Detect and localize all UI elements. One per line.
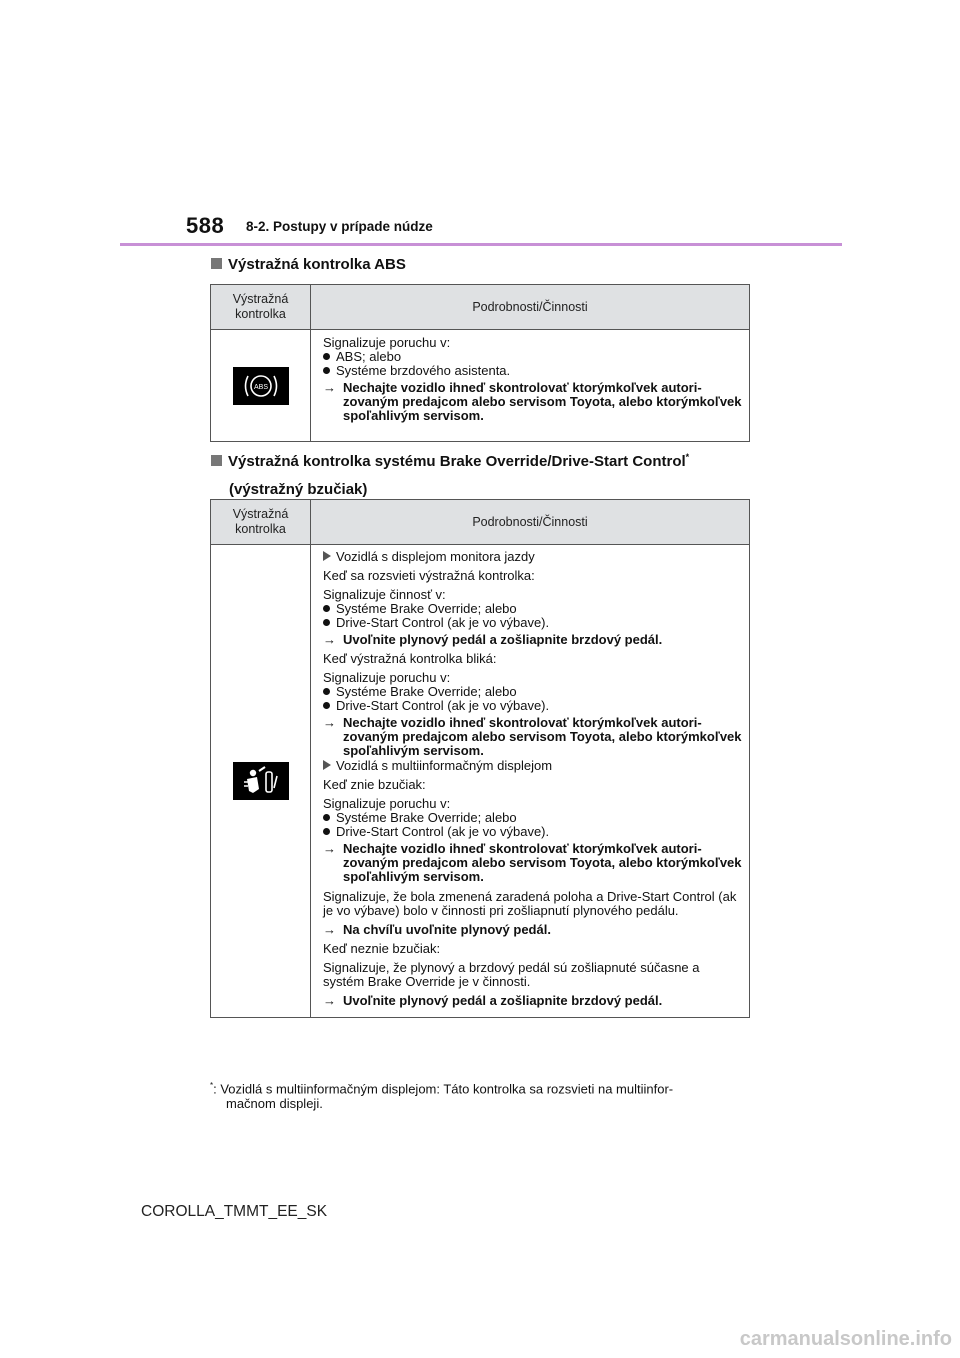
list-item: Drive-Start Control (ak je vo výbave).	[323, 825, 743, 839]
list-item: Systéme Brake Override; alebo	[323, 602, 743, 616]
brake-override-icon-cell	[211, 545, 311, 1018]
brake-override-details-cell	[311, 545, 750, 1018]
footnote	[210, 1078, 750, 1111]
action: → Nechajte vozidlo ihneď skontrolovať ktorýmkoľvek autorizovaným predajcom alebo servisom Toyota, alebo ktorýmkoľvek spoľahlivým servisom.	[323, 841, 742, 884]
abs-details-cell	[311, 330, 750, 442]
col-header-warning-light: Výstražná kontrolka	[211, 500, 311, 545]
triangle-bullet-icon	[323, 551, 331, 561]
abs-heading	[211, 254, 406, 276]
abs-icon-cell	[211, 330, 311, 442]
brake-override-heading-subtitle: (výstražný bzučiak)	[229, 481, 368, 498]
abs-heading-text: Výstražná kontrolka ABS	[228, 256, 406, 273]
abs-intro: Signalizuje poruchu v:	[323, 335, 451, 350]
brake-override-heading	[211, 446, 689, 501]
paragraph: Keď výstražná kontrolka bliká:	[323, 651, 497, 666]
paragraph: Signalizuje, že bola zmenená zaradená poloha a Drive-Start Control (ak je vo výbave) bolo v činnosti pri zošliapnutí plynového pedálu.	[323, 889, 737, 918]
square-bullet-icon	[211, 455, 222, 466]
abs-action: → Nechajte vozidlo ihneď skontrolovať ktorýmkoľvek autorizovaným predajcom alebo servisom Toyota, alebo ktorýmkoľvek spoľahlivým servisom.	[323, 380, 742, 423]
list-item: Drive-Start Control (ak je vo výbave).	[323, 616, 743, 630]
footnote-mark: *	[210, 1081, 214, 1090]
paragraph: Signalizuje, že plynový a brzdový pedál sú zošliapnuté súčasne a systém Brake Override je v činnosti.	[323, 960, 700, 989]
brake-override-warning-table	[210, 499, 750, 1018]
footnote-mark: *	[685, 452, 690, 462]
watermark: carmanualsonline.info	[739, 1328, 952, 1350]
list-item: Drive-Start Control (ak je vo výbave).	[323, 699, 743, 713]
brake-override-heading-text: Výstražná kontrolka systému Brake Override/Drive-Start Control	[228, 453, 686, 470]
action: → Nechajte vozidlo ihneď skontrolovať ktorýmkoľvek autorizovaným predajcom alebo servisom Toyota, alebo ktorýmkoľvek spoľahlivým servisom.	[323, 715, 742, 758]
paragraph: Signalizuje poruchu v:	[323, 796, 451, 811]
paragraph: Keď sa rozsvieti výstražná kontrolka:	[323, 568, 535, 583]
footnote-text: : Vozidlá s multiinformačným displejom: Táto kontrolka sa rozsvieti na multiinfor-	[213, 1081, 674, 1097]
list-item: Systéme Brake Override; alebo	[323, 685, 743, 699]
svg-text:ABS: ABS	[253, 383, 268, 391]
section-title: 8-2. Postupy v prípade núdze	[246, 219, 433, 234]
footnote-text-cont: mačnom displeji.	[226, 1096, 323, 1112]
action: → Uvoľnite plynový pedál a zošliapnite brzdový pedál.	[323, 632, 663, 647]
list-item: Systéme Brake Override; alebo	[323, 811, 743, 825]
action: → Uvoľnite plynový pedál a zošliapnite brzdový pedál.	[323, 993, 663, 1008]
paragraph: Signalizuje činnosť v:	[323, 587, 446, 602]
paragraph: Keď znie bzučiak:	[323, 777, 426, 792]
col-header-warning-light: Výstražná kontrolka	[211, 285, 311, 330]
paragraph: Signalizuje poruchu v:	[323, 670, 451, 685]
list-item: ABS; alebo	[323, 350, 743, 364]
header-divider	[120, 243, 842, 246]
col-header-details: Podrobnosti/Činnosti	[311, 500, 750, 545]
document-code: COROLLA_TMMT_EE_SK	[141, 1203, 328, 1220]
brake-override-warning-icon	[233, 762, 289, 800]
col-header-details: Podrobnosti/Činnosti	[311, 285, 750, 330]
vehicle-type-drive-monitor: Vozidlá s displejom monitora jazdy	[323, 550, 743, 564]
abs-warning-icon	[233, 367, 289, 405]
action: → Na chvíľu uvoľnite plynový pedál.	[323, 922, 551, 937]
abs-warning-table	[210, 284, 750, 442]
vehicle-type-multi-info: Vozidlá s multiinformačným displejom	[323, 759, 743, 773]
paragraph: Keď neznie bzučiak:	[323, 941, 441, 956]
triangle-bullet-icon	[323, 760, 331, 770]
page-number: 588	[186, 213, 225, 238]
square-bullet-icon	[211, 258, 222, 269]
list-item: Systéme brzdového asistenta.	[323, 364, 743, 378]
